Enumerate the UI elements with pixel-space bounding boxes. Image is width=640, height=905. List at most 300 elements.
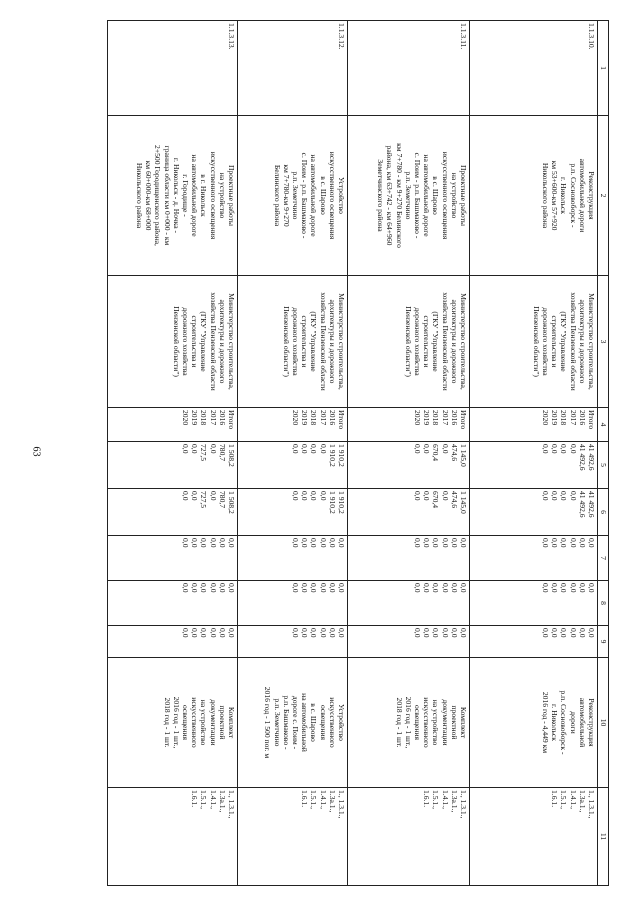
funding-value: 0,0	[440, 583, 450, 593]
funding-value: 0,0	[587, 628, 596, 638]
activity-name-line: Белинского района	[272, 164, 282, 227]
year-label: Итого	[227, 410, 236, 430]
funding-value: 0,0	[190, 444, 200, 454]
activity-name-line: р.п. Сосновоборск -	[568, 163, 578, 228]
task-line: 1., 1.3.1.,	[337, 790, 346, 819]
funding-value: 0,0	[199, 538, 209, 548]
executor-line: Пензенской области")	[403, 306, 413, 377]
table-row	[470, 21, 598, 886]
funding-value: 0,0	[568, 444, 578, 454]
funding-value: 41 492,6	[587, 491, 596, 518]
activity-name-line: км 7+780-км 9+270	[281, 164, 291, 227]
col-header-2: 2	[598, 116, 609, 276]
activity-name-line: с. Поим - р.п. Башмаково -	[412, 152, 422, 239]
funding-value: 0,0	[449, 628, 459, 638]
year-label: Итого	[337, 410, 346, 430]
funding-value: 0,0	[587, 583, 596, 593]
program-table	[107, 20, 609, 886]
funding-col-5	[108, 442, 238, 489]
funding-value: 0,0	[208, 538, 218, 548]
activity-name-line: на устройство	[449, 172, 459, 219]
year-label: 2018	[199, 410, 209, 426]
funding-value: 727,5	[199, 444, 209, 462]
funding-value: 0,0	[318, 444, 328, 454]
executor-line: хозяйства Пензенской области	[440, 292, 450, 391]
year-label: 2019	[190, 410, 200, 426]
funding-value: 0,0	[541, 628, 551, 638]
result-line: искусственного	[327, 697, 337, 748]
funding-value: 0,0	[449, 538, 459, 548]
funding-value: 0,0	[181, 628, 191, 638]
funding-value: 0,0	[181, 444, 191, 454]
year-label: 2020	[541, 410, 551, 426]
funding-value: 1 145,0	[459, 491, 468, 514]
executor-line: архитектуры и дорожного	[327, 299, 337, 384]
activity-name-line: км 53+600-км 57+920	[550, 160, 560, 231]
funding-value: 0,0	[181, 491, 191, 501]
result-line: дороги	[568, 711, 578, 734]
executor-line: хозяйства Пензенской области	[208, 292, 218, 391]
executor-line: хозяйства Пензенской области	[318, 292, 328, 391]
funding-value: 0,0	[327, 628, 337, 638]
task-links	[348, 788, 470, 886]
years-cell	[348, 408, 470, 442]
activity-name	[238, 116, 348, 276]
activity-name-line: в с. Шарово	[318, 176, 328, 215]
executor-line: архитектуры и дорожного	[449, 299, 459, 384]
funding-col-5	[238, 442, 348, 489]
funding-value: 1 508,2	[227, 444, 236, 467]
activity-name-line: на автомобильной дороге	[422, 154, 432, 237]
year-label: 2017	[440, 410, 450, 426]
executor-line: архитектуры и дорожного	[577, 299, 587, 384]
funding-value: 0,0	[440, 491, 450, 501]
activity-name-line: 2+500 Городищенского района,	[153, 145, 163, 246]
funding-value: 0,0	[541, 583, 551, 593]
funding-value: 0,0	[559, 583, 569, 593]
funding-value: 0,0	[291, 444, 301, 454]
task-line: 1.3а.1.,	[327, 790, 337, 813]
activity-name-line: искусственного освещения	[208, 151, 218, 240]
funding-value: 0,0	[459, 583, 468, 593]
funding-value: 0,0	[440, 628, 450, 638]
result-line: искусственного	[422, 697, 432, 748]
funding-value: 41 492,6	[587, 444, 596, 471]
result-line: в с. Шарово	[309, 703, 319, 742]
funding-value: 0,0	[300, 444, 310, 454]
col-header-8: 8	[598, 581, 609, 626]
funding-value: 1 508,2	[227, 491, 236, 514]
funding-value: 670,4	[431, 491, 441, 509]
funding-value: 0,0	[440, 538, 450, 548]
result-line: освещения	[318, 704, 328, 741]
executor-line: Министерство строительства,	[587, 293, 596, 390]
year-label: 2018	[309, 410, 319, 426]
funding-col-7	[470, 536, 598, 581]
result-line: дороге с. Поим -	[290, 695, 300, 750]
activity-name-line: искусственного освещения	[440, 151, 450, 240]
funding-col-6	[348, 489, 470, 536]
funding-value: 0,0	[309, 538, 319, 548]
funding-value: 0,0	[413, 538, 423, 548]
executor	[238, 276, 348, 408]
result-line: Комплект	[459, 706, 468, 739]
task-links	[238, 788, 348, 886]
funding-value: 0,0	[327, 538, 337, 548]
result-line: проектной	[217, 705, 227, 740]
funding-value: 0,0	[190, 583, 200, 593]
funding-col-7	[348, 536, 470, 581]
result-line: 2018 год - 1 шт.	[394, 697, 404, 748]
activity-name-line: с. Поим - р.п. Башмаково -	[300, 152, 310, 239]
result-line: освещения	[412, 704, 422, 741]
funding-value: 0,0	[577, 583, 587, 593]
program-table-rotated	[77, 20, 609, 885]
funding-value: 1 145,0	[459, 444, 468, 467]
funding-value: 0,0	[181, 538, 191, 548]
result-line: автомобильной	[577, 697, 587, 748]
col-header-7: 7	[598, 536, 609, 581]
funding-value: 0,0	[550, 444, 560, 454]
funding-value: 0,0	[413, 583, 423, 593]
year-label: 2019	[300, 410, 310, 426]
funding-value: 0,0	[431, 583, 441, 593]
funding-col-9	[348, 626, 470, 658]
executor-line: архитектуры и дорожного	[217, 299, 227, 384]
funding-value: 474,6	[449, 444, 459, 462]
years-cell	[470, 408, 598, 442]
activity-name-line: искусственного освещения	[327, 151, 337, 240]
task-line: 1.4.1.,	[208, 790, 218, 809]
funding-value: 0,0	[559, 628, 569, 638]
funding-value: 0,0	[337, 628, 346, 638]
funding-value: 0,0	[559, 538, 569, 548]
funding-value: 0,0	[208, 491, 218, 501]
task-line: 1.6.1.	[190, 790, 200, 808]
funding-col-6	[238, 489, 348, 536]
year-label: Итого	[587, 410, 596, 430]
result-line: на устройство	[431, 699, 441, 746]
year-label: 2017	[568, 410, 578, 426]
task-line: 1.5.1.,	[199, 790, 209, 809]
funding-value: 0,0	[190, 491, 200, 501]
year-label: 2020	[291, 410, 301, 426]
activity-name-line: Земетчинского района	[376, 159, 386, 232]
funding-value: 0,0	[422, 538, 432, 548]
year-label: 2018	[431, 410, 441, 426]
expected-result	[238, 658, 348, 788]
years-cell	[108, 408, 238, 442]
funding-value: 0,0	[422, 444, 432, 454]
funding-value: 0,0	[300, 491, 310, 501]
activity-name-line: граница области км 0+000 - км	[162, 145, 172, 246]
task-line: 1., 1.3.1.,	[459, 790, 468, 819]
funding-value: 0,0	[550, 491, 560, 501]
table-frame	[77, 20, 640, 841]
activity-name-line: Реконструкция	[587, 171, 596, 220]
result-line: г. Никольск	[550, 704, 560, 741]
expected-result	[108, 658, 238, 788]
funding-value: 0,0	[337, 538, 346, 548]
funding-col-6	[470, 489, 598, 536]
executor-line: Пензенской области")	[281, 306, 291, 377]
funding-value: 0,0	[440, 444, 450, 454]
task-line: 1.6.1.	[300, 790, 310, 808]
task-line: 1.4.1.,	[440, 790, 450, 809]
year-label: Итого	[459, 410, 468, 430]
result-line: искусственного	[190, 697, 200, 748]
activity-name	[470, 116, 598, 276]
funding-value: 0,0	[327, 583, 337, 593]
funding-value: 0,0	[227, 538, 236, 548]
result-line: проектной	[449, 705, 459, 740]
funding-value: 0,0	[227, 628, 236, 638]
funding-value: 0,0	[318, 583, 328, 593]
task-line: 1.6.1.	[550, 790, 560, 808]
executor-line: (ГКУ "Управление	[559, 311, 569, 372]
result-line: р.п. Башмаково -	[281, 695, 291, 750]
executor-line: строительства и	[422, 315, 432, 368]
funding-value: 0,0	[577, 628, 587, 638]
funding-value: 0,0	[422, 628, 432, 638]
funding-value: 0,0	[559, 444, 569, 454]
funding-value: 0,0	[309, 444, 319, 454]
executor-line: Пензенской области")	[531, 306, 541, 377]
activity-name-line: р.п. Земетчино	[290, 171, 300, 220]
funding-value: 0,0	[431, 538, 441, 548]
activity-name-line: Проектные работы	[227, 164, 236, 227]
table-row	[348, 21, 470, 886]
funding-value: 0,0	[291, 628, 301, 638]
funding-col-7	[108, 536, 238, 581]
funding-value: 41 492,6	[577, 491, 587, 518]
funding-col-9	[108, 626, 238, 658]
funding-value: 0,0	[541, 491, 551, 501]
result-line: на устройство	[199, 699, 209, 746]
result-line: 2016 год - 1 шт.,	[171, 696, 181, 749]
activity-name-line: Никольского района	[540, 162, 550, 229]
activity-name-line: км 60+000-км 68+000	[144, 160, 154, 231]
executor-line: строительства и	[550, 315, 560, 368]
activity-name-line: Никольского района	[134, 162, 144, 229]
activity-name	[108, 116, 238, 276]
executor-line: (ГКУ "Управление	[431, 311, 441, 372]
funding-value: 0,0	[181, 583, 191, 593]
task-line: 1.6.1.	[422, 790, 432, 808]
table-row	[238, 21, 348, 886]
funding-value: 780,7	[217, 491, 227, 509]
funding-value: 0,0	[190, 628, 200, 638]
executor	[470, 276, 598, 408]
activity-name-line: км 7+780 - км 9+270 Белинского	[394, 143, 404, 248]
funding-col-9	[238, 626, 348, 658]
funding-value: 670,4	[431, 444, 441, 462]
funding-value: 0,0	[217, 538, 227, 548]
funding-value: 0,0	[190, 538, 200, 548]
funding-value: 0,0	[541, 444, 551, 454]
expected-result	[348, 658, 470, 788]
executor-line: строительства и	[190, 315, 200, 368]
funding-col-5	[348, 442, 470, 489]
funding-value: 0,0	[459, 628, 468, 638]
col-header-9: 9	[598, 626, 609, 658]
funding-col-6	[108, 489, 238, 536]
funding-col-7	[238, 536, 348, 581]
result-line: 2016 год - 4,449 км	[540, 691, 550, 754]
table-body	[108, 21, 598, 886]
funding-value: 41 492,6	[577, 444, 587, 471]
col-header-11: 11	[598, 788, 609, 886]
funding-value: 0,0	[291, 538, 301, 548]
funding-value: 0,0	[559, 491, 569, 501]
funding-value: 0,0	[318, 628, 328, 638]
funding-value: 1 910,2	[337, 444, 346, 467]
funding-col-5	[470, 442, 598, 489]
funding-value: 0,0	[459, 538, 468, 548]
task-line: 1.3а.1.,	[577, 790, 587, 813]
funding-value: 0,0	[550, 628, 560, 638]
activity-name-line: г. Никольск	[559, 177, 569, 214]
funding-value: 0,0	[577, 538, 587, 548]
result-line: документации	[208, 699, 218, 746]
task-links	[470, 788, 598, 886]
executor-line: строительства и	[300, 315, 310, 368]
result-line: 2018 год - 1 шт.	[162, 697, 172, 748]
task-line: 1., 1.3.1.,	[227, 790, 236, 819]
result-line: р.п. Сосновоборск -	[559, 690, 569, 755]
row-code: 1.1.3.10.	[470, 21, 598, 116]
executor-line: Министерство строительства,	[459, 293, 468, 390]
funding-value: 0,0	[227, 583, 236, 593]
funding-value: 0,0	[300, 583, 310, 593]
result-line: 2016 год - 1 500 пог. м	[263, 686, 273, 759]
funding-value: 0,0	[208, 628, 218, 638]
year-label: 2019	[422, 410, 432, 426]
result-line: документации	[440, 699, 450, 746]
activity-name-line: на автомобильной дороге	[309, 154, 319, 237]
result-line: освещения	[180, 704, 190, 741]
executor-line: Министерство строительства,	[337, 293, 346, 390]
executor-line: хозяйства Пензенской области	[568, 292, 578, 391]
funding-value: 0,0	[208, 444, 218, 454]
activity-name-line: в г. Никольск	[199, 174, 209, 217]
funding-value: 0,0	[291, 583, 301, 593]
activity-name-line: Проектные работы	[459, 164, 468, 227]
funding-value: 0,0	[568, 538, 578, 548]
funding-value: 1 910,2	[327, 444, 337, 467]
task-links	[108, 788, 238, 886]
col-header-5: 5	[598, 442, 609, 489]
activity-name-line: г. Никольск - д. Ночка -	[171, 157, 181, 234]
col-header-4: 4	[598, 408, 609, 442]
year-label: 2019	[550, 410, 560, 426]
executor-line: (ГКУ "Управление	[199, 311, 209, 372]
executor-line: дорожного хозяйства	[412, 307, 422, 376]
col-header-6: 6	[598, 489, 609, 536]
executor-line: (ГКУ "Управление	[309, 311, 319, 372]
executor	[108, 276, 238, 408]
funding-value: 0,0	[300, 628, 310, 638]
page-number: 63	[30, 446, 42, 457]
funding-value: 1 910,2	[327, 491, 337, 514]
table-row	[108, 21, 238, 886]
funding-value: 0,0	[422, 491, 432, 501]
activity-name-line: автомобильной дороги	[577, 158, 587, 233]
funding-value: 0,0	[550, 583, 560, 593]
executor-line: дорожного хозяйства	[540, 307, 550, 376]
year-label: 2016	[327, 410, 337, 426]
year-label: 2016	[449, 410, 459, 426]
funding-value: 0,0	[300, 538, 310, 548]
funding-value: 0,0	[291, 491, 301, 501]
funding-value: 0,0	[568, 583, 578, 593]
funding-value: 780,7	[217, 444, 227, 462]
year-label: 2020	[181, 410, 191, 426]
funding-value: 0,0	[318, 538, 328, 548]
funding-value: 0,0	[541, 538, 551, 548]
row-code: 1.1.3.11.	[348, 21, 470, 116]
activity-name-line: р.п. Земетчино	[403, 171, 413, 220]
funding-value: 0,0	[309, 628, 319, 638]
row-code: 1.1.3.13.	[108, 21, 238, 116]
task-line: 1.4.1.,	[568, 790, 578, 809]
task-line: 1.5.1.,	[309, 790, 319, 809]
funding-value: 0,0	[413, 444, 423, 454]
activity-name-line: на автомобильной дороге	[190, 154, 200, 237]
col-header-1: 1	[598, 21, 609, 116]
task-line: 1.5.1.,	[559, 790, 569, 809]
result-line: Устройство	[337, 704, 346, 741]
activity-name-line: г. Городище -	[180, 174, 190, 217]
year-label: 2017	[208, 410, 218, 426]
result-line: Реконструкция	[587, 698, 596, 747]
funding-value: 0,0	[199, 583, 209, 593]
executor-line: Пензенской области")	[171, 306, 181, 377]
funding-value: 0,0	[337, 583, 346, 593]
funding-col-9	[470, 626, 598, 658]
funding-value: 0,0	[568, 491, 578, 501]
year-label: 2016	[577, 410, 587, 426]
funding-value: 0,0	[199, 628, 209, 638]
result-line: р.п. Земетчино	[272, 698, 282, 747]
funding-value: 0,0	[208, 583, 218, 593]
funding-value: 0,0	[422, 583, 432, 593]
funding-value: 0,0	[309, 491, 319, 501]
expected-result	[470, 658, 598, 788]
funding-value: 0,0	[318, 491, 328, 501]
activity-name-line: района, км 63+742 - км 64+960	[385, 145, 395, 246]
activity-name-line: на устройство	[217, 172, 227, 219]
funding-value: 0,0	[550, 538, 560, 548]
task-line: 1., 1.3.1.,	[587, 790, 596, 819]
activity-name-line: Устройство	[337, 177, 346, 214]
funding-value: 0,0	[309, 583, 319, 593]
year-label: 2020	[413, 410, 423, 426]
result-line: 2016 год - 1 шт.,	[403, 696, 413, 749]
result-line: Комплект	[227, 706, 236, 739]
funding-col-8	[348, 581, 470, 626]
funding-value: 0,0	[217, 628, 227, 638]
task-line: 1.5.1.,	[431, 790, 441, 809]
task-line: 1.3а.1.,	[449, 790, 459, 813]
year-label: 2016	[217, 410, 227, 426]
funding-value: 727,5	[199, 491, 209, 509]
funding-value: 1 910,2	[337, 491, 346, 514]
header-row	[598, 21, 609, 886]
task-line: 1.4.1.,	[318, 790, 328, 809]
funding-value: 0,0	[431, 628, 441, 638]
row-code: 1.1.3.12.	[238, 21, 348, 116]
